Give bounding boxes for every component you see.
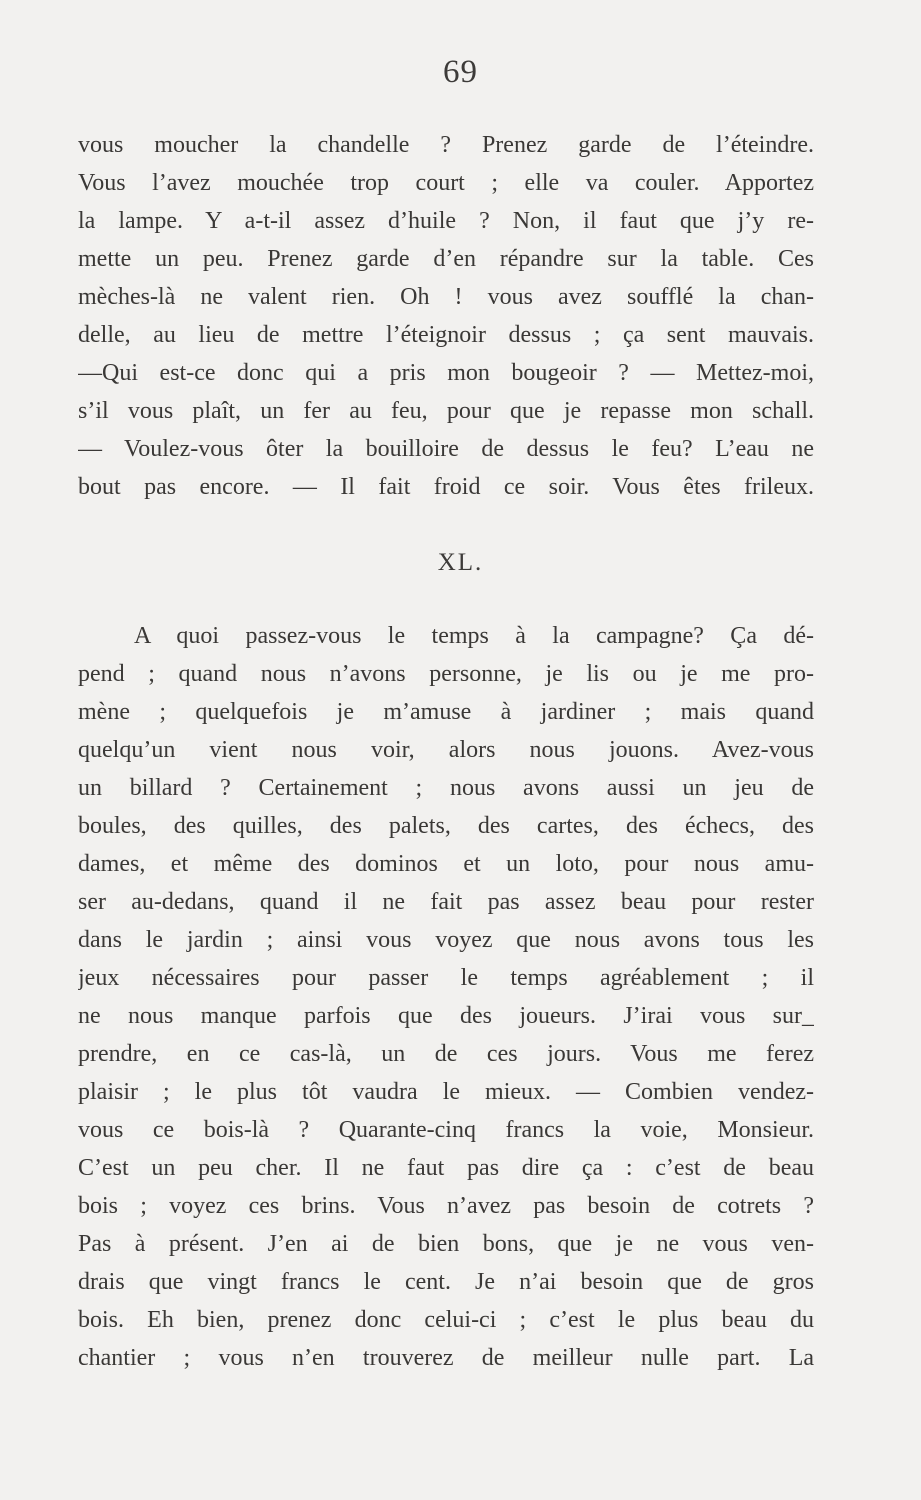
text-line: mette un peu. Prenez garde d’en répandre sur la table. Ces bbox=[78, 246, 814, 272]
text-line: —Qui est-ce donc qui a pris mon bougeoir ? — Mettez-moi, bbox=[78, 360, 814, 386]
text-line: la lampe. Y a-t-il assez d’huile ? Non, il faut que j’y re- bbox=[78, 208, 814, 234]
text-line: vous ce bois-là ? Quarante-cinq francs la voie, Monsieur. bbox=[78, 1117, 814, 1143]
text-line: A quoi passez-vous le temps à la campagne? Ça dé- bbox=[134, 623, 814, 649]
text-line: Pas à présent. J’en ai de bien bons, que je ne vous ven- bbox=[78, 1231, 814, 1257]
text-line: vous moucher la chandelle ? Prenez garde de l’éteindre. bbox=[78, 132, 814, 158]
text-line: ser au-dedans, quand il ne fait pas assez beau pour rester bbox=[78, 889, 814, 915]
text-line: Vous l’avez mouchée trop court ; elle va couler. Apportez bbox=[78, 170, 814, 196]
text-line: drais que vingt francs le cent. Je n’ai besoin que de gros bbox=[78, 1269, 814, 1295]
text-line: un billard ? Certainement ; nous avons aussi un jeu de bbox=[78, 775, 814, 801]
text-line: bois. Eh bien, prenez donc celui-ci ; c’est le plus beau du bbox=[78, 1307, 814, 1333]
section-heading: XL. bbox=[437, 549, 484, 576]
paragraph-2 bbox=[78, 617, 814, 1377]
text-line: — Voulez-vous ôter la bouilloire de dessus le feu? L’eau ne bbox=[78, 436, 814, 462]
text-line: plaisir ; le plus tôt vaudra le mieux. — Combien vendez- bbox=[78, 1079, 814, 1105]
page-number: 69 bbox=[443, 54, 478, 90]
text-line: quelqu’un vient nous voir, alors nous jouons. Avez-vous bbox=[78, 737, 814, 763]
text-line: prendre, en ce cas-là, un de ces jours. Vous me ferez bbox=[78, 1041, 814, 1067]
text-line: mèches-là ne valent rien. Oh ! vous avez soufflé la chan- bbox=[78, 284, 814, 310]
text-line: delle, au lieu de mettre l’éteignoir dessus ; ça sent mauvais. bbox=[78, 322, 814, 348]
paragraph-1 bbox=[78, 126, 814, 506]
text-line: ne nous manque parfois que des joueurs. J’irai vous sur_ bbox=[78, 1003, 814, 1029]
text-line: bois ; voyez ces brins. Vous n’avez pas besoin de cotrets ? bbox=[78, 1193, 814, 1219]
text-line: bout pas encore. — Il fait froid ce soir. Vous êtes frileux. bbox=[78, 474, 814, 500]
text-line: dames, et même des dominos et un loto, pour nous amu- bbox=[78, 851, 814, 877]
text-line: dans le jardin ; ainsi vous voyez que nous avons tous les bbox=[78, 927, 814, 953]
text-line: s’il vous plaît, un fer au feu, pour que je repasse mon schall. bbox=[78, 398, 814, 424]
text-line: chantier ; vous n’en trouverez de meilleur nulle part. La bbox=[78, 1345, 814, 1371]
text-line: mène ; quelquefois je m’amuse à jardiner ; mais quand bbox=[78, 699, 814, 725]
text-line: boules, des quilles, des palets, des cartes, des échecs, des bbox=[78, 813, 814, 839]
text-line: pend ; quand nous n’avons personne, je lis ou je me pro- bbox=[78, 661, 814, 687]
text-line: C’est un peu cher. Il ne faut pas dire ça : c’est de beau bbox=[78, 1155, 814, 1181]
text-line: jeux nécessaires pour passer le temps agréablement ; il bbox=[78, 965, 814, 991]
